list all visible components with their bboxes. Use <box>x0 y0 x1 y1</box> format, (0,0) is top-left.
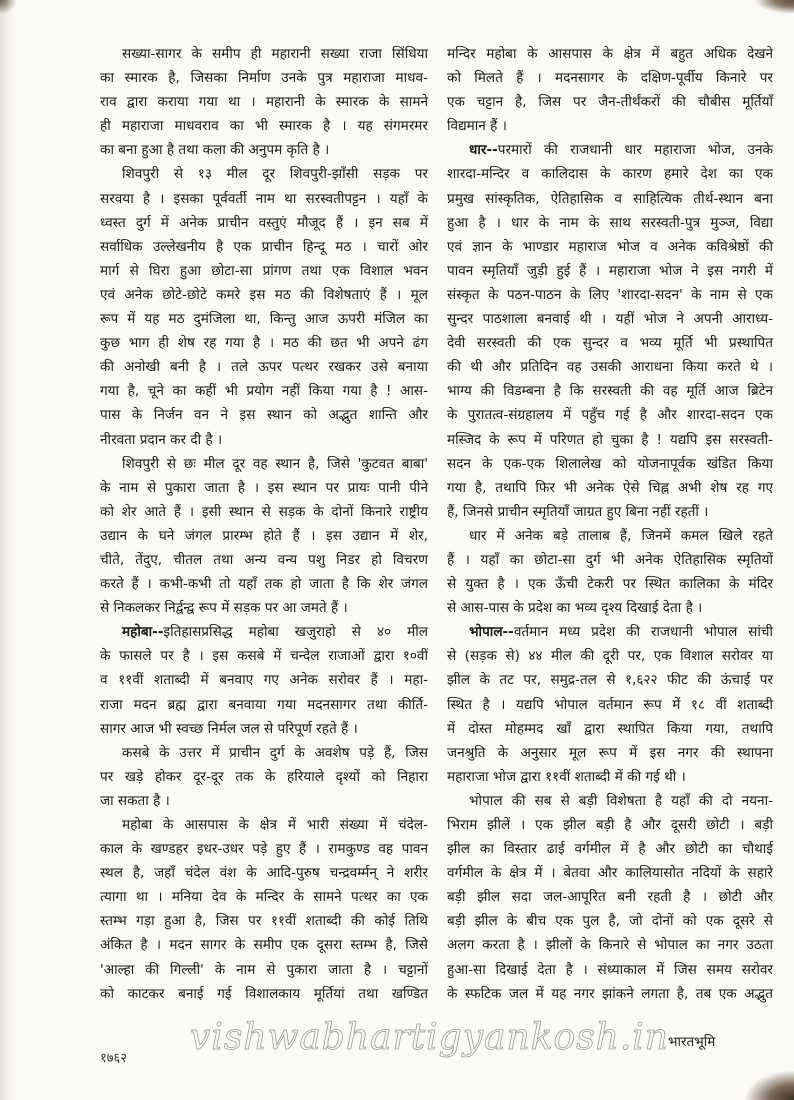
text-line <box>100 114 428 138</box>
line-text: के पुरातत्व-संग्रहालय में पहुँच गई है और शारदा-सदन एक <box>447 407 773 424</box>
text-line <box>100 548 428 572</box>
watermark: vishwabhartigyankosh.in <box>190 1017 669 1058</box>
paragraph <box>100 813 428 1006</box>
line-text: भाग्य की विडम्बना है कि सरस्वती की वह मूर्ति आज ब्रिटेन <box>447 383 773 400</box>
right-text-column <box>447 42 773 1006</box>
line-text: को मिलते हैं । मदनसागर के दक्षिण-पूर्वीय किनारे पर <box>447 70 773 87</box>
text-line <box>100 958 428 982</box>
line-text: मार्ग से घिरा हुआ छोटा-सा प्रांगण तथा एक विशाल भवन <box>100 262 428 279</box>
line-text: इतिहासप्रसिद्ध महोबा खजुराहो से ४० मील <box>163 624 428 641</box>
text-line <box>100 837 428 861</box>
line-text: भिराम झीलें । एक झील बड़ी है और दूसरी छोटी । बड़ी <box>447 817 773 833</box>
text-line <box>447 283 773 307</box>
text-line <box>100 644 428 668</box>
line-text: रूप में यह मठ दुमंजिला था, किन्तु आज ऊपरी मंजिल का <box>100 311 428 328</box>
line-text: हैं, जिनसे प्राचीन स्मृतियाँ जाग्रत हुए बिना नहीं रहतीं । <box>447 503 709 520</box>
running-title: भारतभूमि <box>668 1034 716 1050</box>
page-corner-wear <box>744 1070 794 1100</box>
line-text: का बना हुआ है तथा कला की अनुपम कृति है । <box>100 142 330 159</box>
line-text: महोबा के आसपास के क्षेत्र में भारी संख्या में चंदेल- <box>122 817 428 833</box>
line-text: उद्यान के घने जंगल प्रारम्भ होते हैं । इस उद्यान में शेर, <box>100 527 428 544</box>
text-line <box>100 211 428 235</box>
page-corner-wear <box>754 0 794 14</box>
paragraph <box>100 741 428 813</box>
line-text: एवं ज्ञान के भाण्डार महाराज भोज व अनेक कविश्रेष्ठों की <box>447 238 773 255</box>
line-text: शारदा-मन्दिर व कालिदास के कारण हमारे देश का एक <box>447 166 773 183</box>
text-line <box>100 933 428 957</box>
line-text: स्थल है, जहाँ चंदेल वंश के आदि-पुरुष चन्द्रवर्म्मन् ने शरीर <box>100 865 428 882</box>
text-line <box>100 428 428 452</box>
line-text: चीते, तेंदुए, चीतल तथा अन्य वन्य पशु निडर हो विचरण <box>100 551 428 568</box>
text-line <box>447 476 773 500</box>
paragraph <box>100 620 428 740</box>
text-line <box>447 933 773 957</box>
text-line <box>447 66 773 90</box>
line-text: को काटकर बनाई गई विशालकाय मूर्तियां तथा खण्डित <box>100 985 428 1002</box>
line-text: 'आल्हा की गिल्ली' के नाम से पुकारा जाता है । चट्टानों <box>100 961 428 978</box>
line-text: से निकलकर निर्द्वन्द्व रूप में सड़क पर आ जमते हैं । <box>100 600 348 617</box>
section-heading: भोपाल-- <box>469 624 514 641</box>
line-text: से युक्त है । एक ऊँची टेकरी पर स्थित कालिका के मंदिर <box>447 576 773 593</box>
line-text: हुआ-सा दिखाई देता है । संध्याकाल में जिस समय सरोवर <box>447 961 773 978</box>
text-line <box>100 355 428 379</box>
line-text: राव द्वारा कराया गया था । महारानी के स्मारक के सामने <box>100 94 428 111</box>
line-text: जा सकता है । <box>100 792 170 809</box>
text-line <box>447 331 773 355</box>
text-line <box>100 572 428 596</box>
line-text: विद्यमान हैं । <box>447 118 507 135</box>
text-line <box>447 861 773 885</box>
line-text: स्थित है । यद्यपि भोपाल वर्तमान रूप में १८ वीं शताब्दी <box>447 696 773 713</box>
line-text: देवी सरस्वती की एक सुन्दर व भव्य मूर्ति भी प्रस्थापित <box>447 335 773 352</box>
text-line <box>447 90 773 114</box>
text-line <box>447 789 773 813</box>
line-text: कसबे के उत्तर में प्राचीन दुर्ग के अवशेष पड़े हैं, जिस <box>122 744 428 761</box>
line-text: एक चट्टान है, जिस पर जैन-तीर्थंकरों की चौबीस मूर्तियाँ <box>447 94 773 111</box>
line-text: जनश्रुति के अनुसार मूल रूप में इस नगर की स्थापना <box>447 744 773 761</box>
line-text: राजा मदन ब्रह्म द्वारा बनवाया गया मदनसागर तथा कीर्ति- <box>100 696 428 713</box>
line-text: का स्मारक है, जिसका निर्माण उनके पुत्र महाराजा माधव- <box>100 70 428 87</box>
text-line <box>447 548 773 572</box>
text-line <box>100 693 428 717</box>
line-text: हैं । यहाँ का छोटा-सा दुर्ग भी अनेक ऐतिहासिक स्मृतियों <box>447 551 773 568</box>
text-line <box>447 837 773 861</box>
text-line <box>100 741 428 765</box>
line-text: सागर आज भी स्वच्छ निर्मल जल से परिपूर्ण रहते हैं । <box>100 720 358 737</box>
text-line <box>100 66 428 90</box>
text-line <box>447 452 773 476</box>
text-line <box>447 982 773 1006</box>
text-line <box>100 909 428 933</box>
section-heading: महोबा-- <box>122 624 164 641</box>
text-line <box>447 644 773 668</box>
line-text: मस्जिद के रूप में परिणत हो चुका है ! यद्यपि इस सरस्वती- <box>447 431 773 448</box>
line-text: सुन्दर पाठशाला बनवाई थी । यहीं भोज ने अपनी आराध्य- <box>447 311 773 328</box>
text-line <box>447 307 773 331</box>
text-line <box>100 138 428 162</box>
line-text: हुआ है । धार के नाम के साथ सरस्वती-पुत्र मुञ्ज, विद्या <box>447 214 773 231</box>
page-corner-wear <box>0 0 16 14</box>
line-text: गया है, चूने का कहीं भी प्रयोग नहीं किया गया है ! आस- <box>100 383 428 400</box>
paragraph <box>447 524 773 620</box>
paragraph <box>100 162 428 451</box>
text-line <box>447 524 773 548</box>
text-line <box>447 114 773 138</box>
text-line <box>100 765 428 789</box>
text-line <box>100 596 428 620</box>
text-line <box>447 500 773 524</box>
text-line <box>100 379 428 403</box>
text-line <box>100 524 428 548</box>
line-text: के स्फटिक जल में यह नगर झांकने लगता है, तब एक अद्भुत <box>447 985 773 1002</box>
text-line <box>447 693 773 717</box>
line-text: की अनोखी बनी है । तले ऊपर पत्थर रखकर उसे बनाया <box>100 359 428 376</box>
text-line <box>100 90 428 114</box>
line-text: की थी और प्रतिदिन वह उसकी आराधना किया करते थे । <box>447 359 773 376</box>
text-line <box>447 403 773 427</box>
line-text: वर्तमान मध्य प्रदेश की राजधानी भोपाल सांची <box>513 624 773 641</box>
line-text: से आस-पास के प्रदेश का भव्य दृश्य दिखाई देता है । <box>447 600 703 617</box>
line-text: वर्गमील के क्षेत्र में । बेतवा और कालियासोत नदियों के सहारे <box>447 865 773 882</box>
text-line <box>447 259 773 283</box>
line-text: झील के तट पर, समुद्र-तल से १,६२२ फीट की ऊंचाई पर <box>447 672 773 689</box>
text-line <box>100 42 428 66</box>
line-text: सदन के एक-एक शिलालेख को योजनापूर्वक खंडित किया <box>447 455 773 472</box>
line-text: झील का विस्तार ढाई वर्गमील में है और छोटी का चौथाई <box>447 841 773 858</box>
line-text: सरवया है । इसका पूर्ववर्ती नाम था सरस्वतीपट्टन । यहाँ के <box>100 190 428 207</box>
line-text: से (सड़क से) ४४ मील की दूरी पर, एक विशाल सरोवर या <box>447 648 773 665</box>
line-text: के नाम से पुकारा जाता है । इस स्थान पर प्रायः पानी पीने <box>100 479 428 496</box>
line-text: में दोस्त मोहम्मद खाँ द्वारा स्थापित किया गया, तथापि <box>447 720 773 737</box>
paragraph <box>100 42 428 162</box>
text-line <box>100 668 428 692</box>
text-line <box>100 813 428 837</box>
text-line <box>447 958 773 982</box>
line-text: एवं अनेक छोटे-छोटे कमरे इस मठ की विशेषताएं हैं । मूल <box>100 286 428 303</box>
line-text: के फासले पर है । इस कसबे में चन्देल राजाओं द्वारा १०वीं <box>100 648 428 665</box>
line-text: कुछ भाग ही शेष रह गया है । मठ की छत भी अपने ढंग <box>100 335 428 352</box>
line-text: प्रमुख सांस्कृतिक, ऐतिहासिक व साहित्यिक तीर्थ-स्थान बना <box>447 190 773 207</box>
line-text: काल के खण्डहर इधर-उधर पड़े हुए हैं । रामकुण्ड वह पावन <box>100 841 428 858</box>
text-line <box>447 428 773 452</box>
text-line <box>100 452 428 476</box>
line-text: संस्कृत के पठन-पाठन के लिए 'शारदा-सदन' के नाम से एक <box>447 286 773 303</box>
text-line <box>447 596 773 620</box>
text-line <box>100 885 428 909</box>
line-text: स्तम्भ गड़ा हुआ है, जिस पर ११वीं शताब्दी की कोई तिथि <box>100 913 428 930</box>
text-line <box>447 572 773 596</box>
line-text: मन्दिर महोबा के आसपास के क्षेत्र में बहुत अधिक देखने <box>447 46 773 62</box>
line-text: को शेर आते हैं । इसी स्थान से सड़क के दोनों किनारे राष्ट्रीय <box>100 503 428 520</box>
text-line <box>100 789 428 813</box>
text-line <box>447 717 773 741</box>
line-text: पावन स्मृतियाँ जुड़ी हुई हैं । महाराजा भोज ने इस नगरी में <box>447 262 773 279</box>
line-text: गया है, तथापि फिर भी अनेक ऐसे चिह्न अभी शेष रह गए <box>447 479 773 496</box>
text-line <box>100 500 428 524</box>
line-text: शिवपुरी से १३ मील दूर शिवपुरी-झाँसी सड़क पर <box>122 166 428 183</box>
text-line <box>100 620 428 644</box>
line-text: परमारों की राजधानी धार महाराजा भोज, उनके <box>497 142 773 159</box>
left-text-column <box>100 42 428 1006</box>
text-line <box>100 259 428 283</box>
text-line <box>447 885 773 909</box>
text-line <box>100 331 428 355</box>
text-line <box>100 187 428 211</box>
text-line <box>100 283 428 307</box>
paragraph <box>447 620 773 789</box>
line-text: सर्वाधिक उल्लेखनीय है एक प्राचीन हिन्दू मठ । चारों ओर <box>100 238 428 255</box>
text-line <box>447 235 773 259</box>
text-line <box>100 403 428 427</box>
text-line <box>100 717 428 741</box>
line-text: पर खड़े होकर दूर-दूर तक के हरियाले दृश्यों को निहारा <box>100 768 428 785</box>
page-number: १७६२ <box>100 1051 128 1066</box>
page-edge-shadow <box>0 0 14 1100</box>
line-text: महाराजा भोज द्वारा ११वीं शताब्दी में की गई थी । <box>447 768 686 785</box>
text-line <box>447 355 773 379</box>
text-line <box>447 741 773 765</box>
text-line <box>447 379 773 403</box>
line-text: पास के निर्जन वन ने इस स्थान को अद्भुत शान्ति और <box>100 407 428 424</box>
text-line <box>100 162 428 186</box>
text-line <box>447 813 773 837</box>
text-line <box>100 307 428 331</box>
line-text: बड़ी झील सदा जल-आपूरित बनी रहती है । छोटी और <box>447 889 773 906</box>
line-text: बड़ी झील के बीच एक पुल है, जो दोनों को एक दूसरे से <box>447 913 773 930</box>
text-line <box>100 235 428 259</box>
text-line <box>447 620 773 644</box>
paragraph <box>447 789 773 1006</box>
line-text: अंकित है । मदन सागर के समीप एक दूसरा स्तम्भ है, जिसे <box>100 937 428 954</box>
text-line <box>447 765 773 789</box>
line-text: भोपाल की सब से बड़ी विशेषता है यहाँ की दो नयना- <box>469 792 773 809</box>
text-line <box>100 476 428 500</box>
line-text: अलग करता है । झीलों के किनारे से भोपाल का नगर उठता <box>447 937 773 954</box>
paragraph <box>447 138 773 524</box>
line-text: धार में अनेक बड़े तालाब हैं, जिनमें कमल खिले रहते <box>469 527 773 544</box>
line-text: शिवपुरी से छः मील दूर वह स्थान है, जिसे 'कुटवत बाबा' <box>122 455 428 472</box>
paragraph <box>100 452 428 621</box>
text-line <box>447 909 773 933</box>
line-text: करते हैं । कभी-कभी तो यहाँ तक हो जाता है कि शेर जंगल <box>100 576 428 593</box>
text-line <box>447 138 773 162</box>
text-line <box>447 668 773 692</box>
paragraph <box>447 42 773 138</box>
text-line <box>447 187 773 211</box>
text-line <box>447 42 773 66</box>
line-text: त्यागा था । मनिया देव के मन्दिर के सामने पत्थर का एक <box>100 889 428 906</box>
line-text: व ११वीं शताब्दी में बनवाए गए अनेक सरोवर हैं । महा- <box>100 672 428 689</box>
section-heading: धार-- <box>469 142 498 159</box>
text-line <box>100 861 428 885</box>
text-line <box>100 982 428 1006</box>
line-text: ही महाराजा माधवराव का भी स्मारक है । यह संगमरमर <box>100 118 428 135</box>
text-line <box>447 211 773 235</box>
line-text: ध्वस्त दुर्ग में अनेक प्राचीन वस्तुएं मौजूद हैं । इन सब में <box>100 214 428 231</box>
line-text: सख्या-सागर के समीप ही महारानी सख्या राजा सिंधिया <box>122 46 428 62</box>
line-text: नीरवता प्रदान कर दी है । <box>100 431 223 448</box>
text-line <box>447 162 773 186</box>
